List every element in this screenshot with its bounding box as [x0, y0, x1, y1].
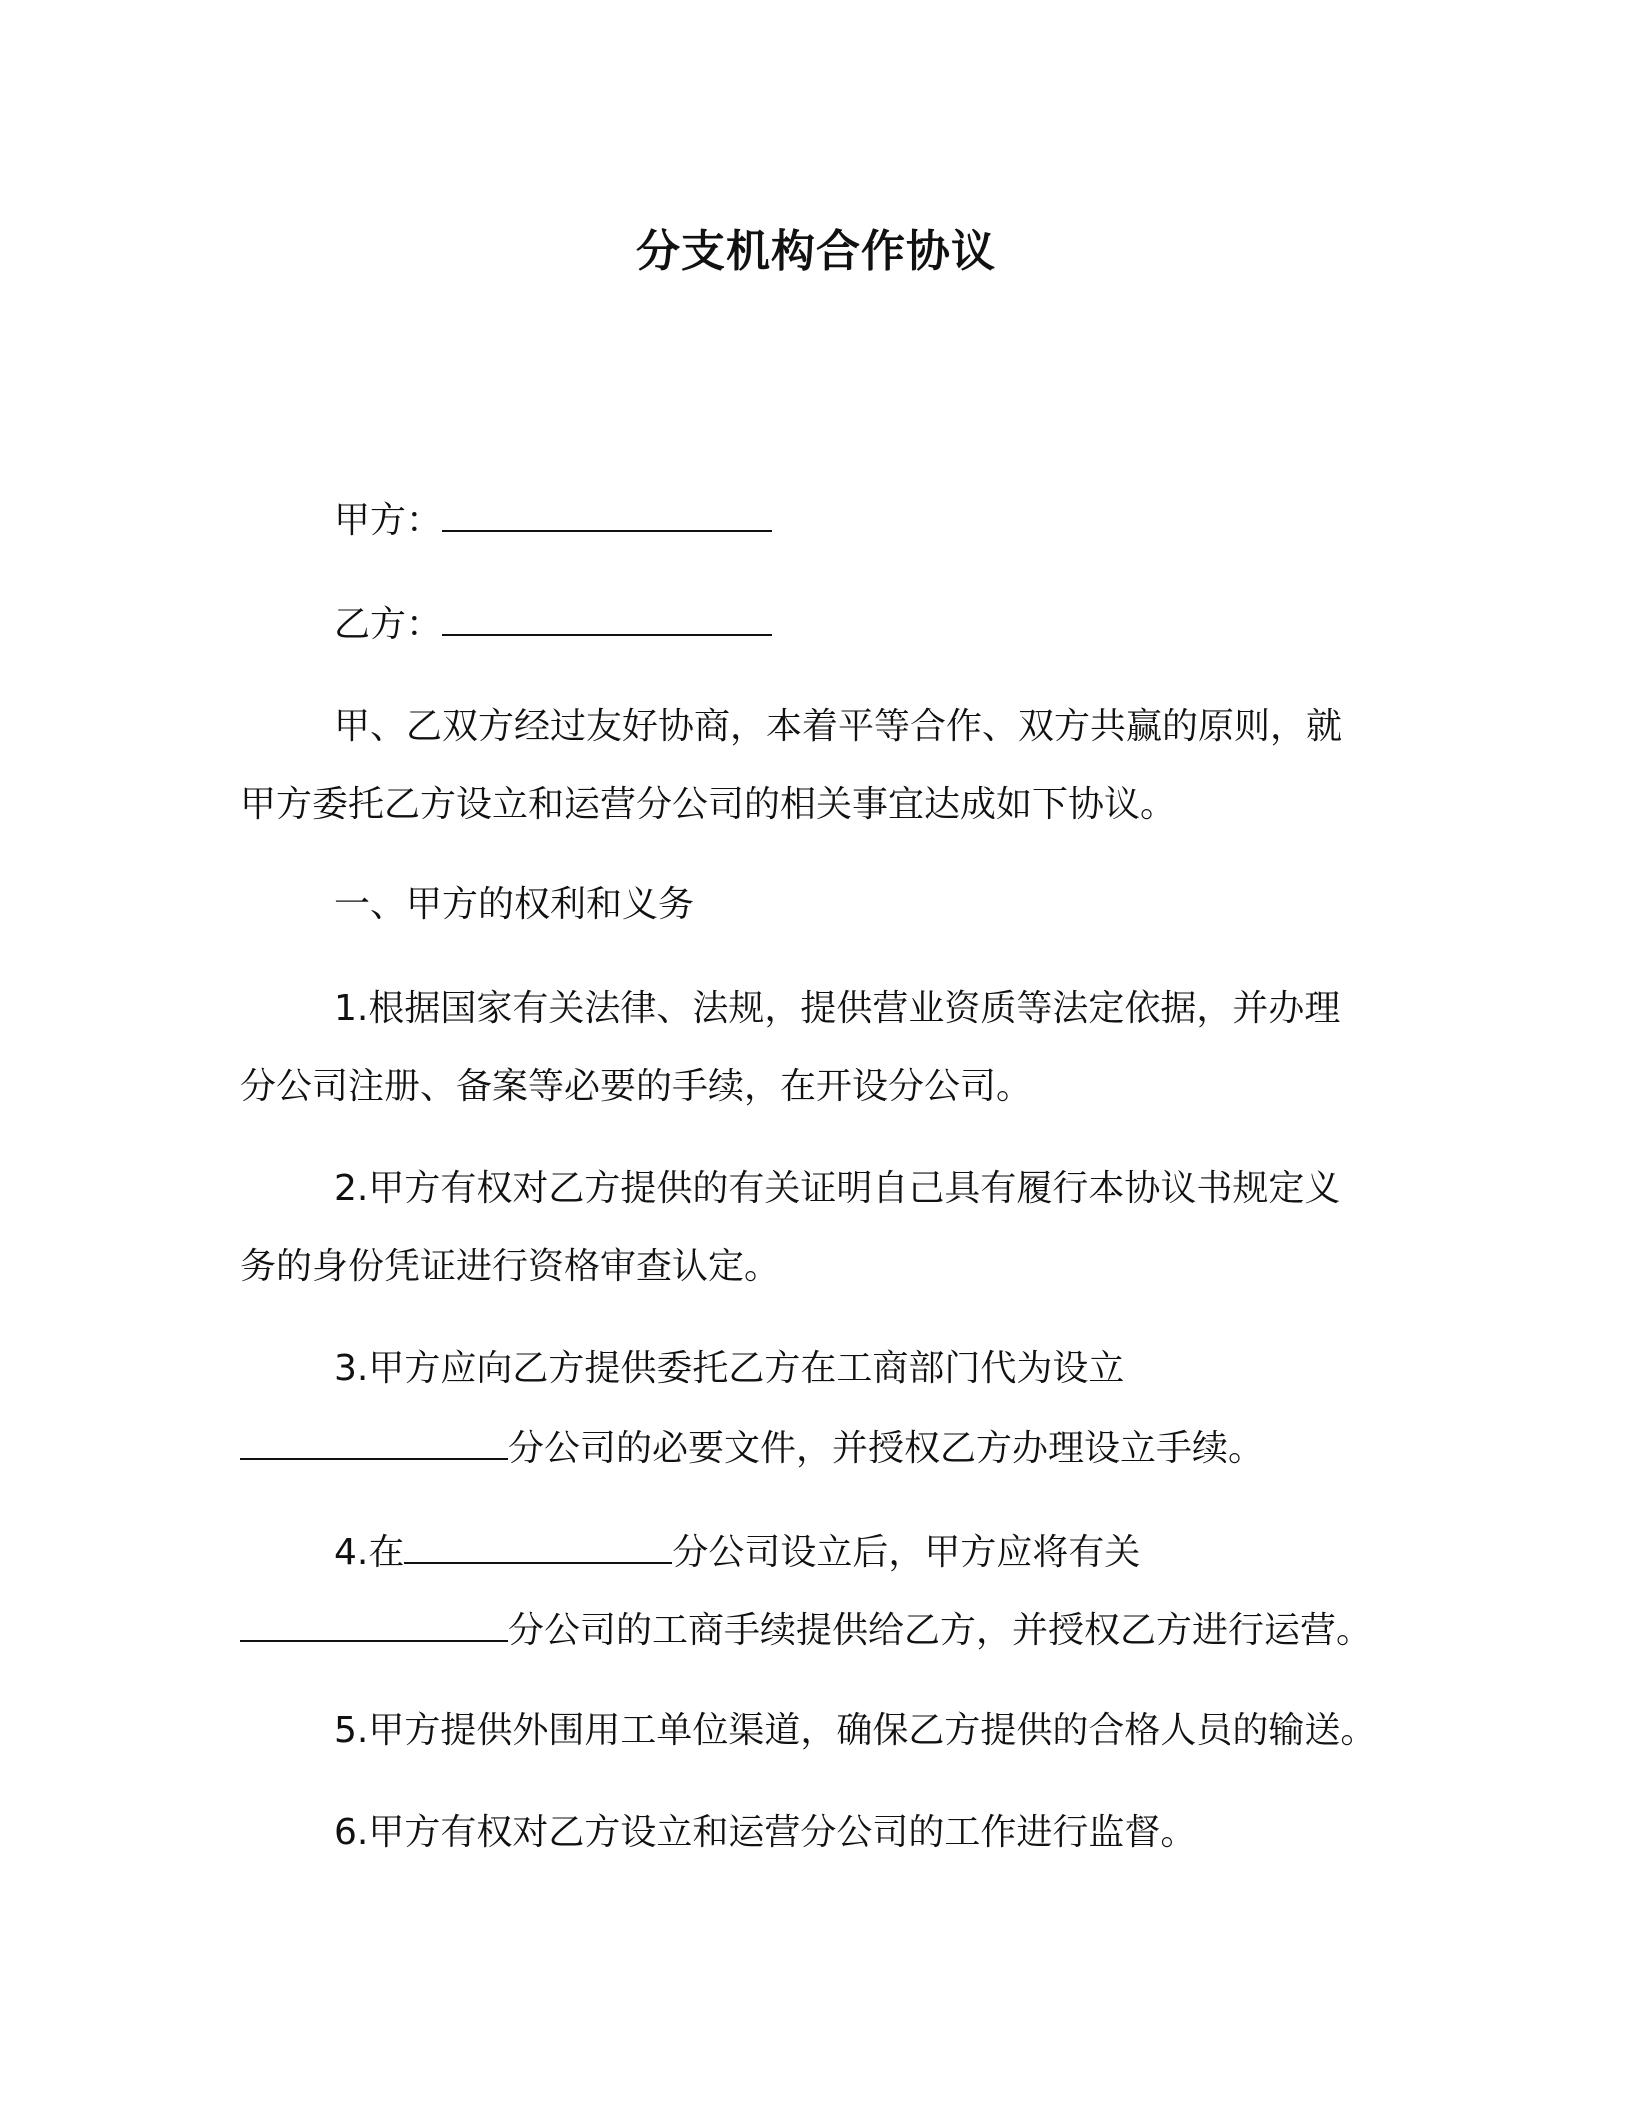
item3-line-1: 3.甲方应向乙方提供委托乙方在工商部门代为设立: [334, 1348, 1125, 1389]
item2-line-1: 2.甲方有权对乙方提供的有关证明自己具有履行本协议书规定义: [334, 1168, 1341, 1209]
party-a-line: [334, 494, 772, 546]
item3-line-2: [240, 1422, 1264, 1474]
item4-line-2: [240, 1604, 1372, 1656]
item1-line-1: 1.根据国家有关法律、法规，提供营业资质等法定依据，并办理: [334, 988, 1341, 1029]
item4-line-1: [334, 1526, 1140, 1578]
item4-blank-1: [404, 1526, 672, 1564]
intro-line-1: 甲、乙双方经过友好协商，本着平等合作、双方共赢的原则，就: [334, 706, 1343, 747]
party-b-blank: [442, 598, 772, 636]
item2-line-2: 务的身份凭证进行资格审查认定。: [240, 1246, 781, 1287]
item4-line-2-suffix: 分公司的工商手续提供给乙方，并授权乙方进行运营。: [508, 1610, 1373, 1651]
item6-line: 6.甲方有权对乙方设立和运营分公司的工作进行监督。: [334, 1812, 1197, 1853]
item5-line: 5.甲方提供外围用工单位渠道，确保乙方提供的合格人员的输送。: [334, 1710, 1377, 1751]
item4-line-1-suffix: 分公司设立后，甲方应将有关: [672, 1532, 1141, 1573]
item4-prefix: 4.在: [334, 1532, 405, 1573]
item1-line-2: 分公司注册、备案等必要的手续，在开设分公司。: [240, 1066, 1033, 1107]
document-title: 分支机构合作协议: [636, 226, 996, 277]
item3-blank: [240, 1422, 508, 1460]
section1-heading: 一、甲方的权利和义务: [334, 884, 695, 925]
party-b-line: [334, 598, 772, 650]
item3-line-2-text: 分公司的必要文件，并授权乙方办理设立手续。: [508, 1428, 1265, 1469]
party-a-blank: [442, 494, 772, 532]
party-b-label: 乙方：: [334, 604, 443, 645]
party-a-label: 甲方：: [334, 500, 443, 541]
item4-blank-2: [240, 1604, 508, 1642]
intro-line-2: 甲方委托乙方设立和运营分公司的相关事宜达成如下协议。: [240, 784, 1177, 825]
